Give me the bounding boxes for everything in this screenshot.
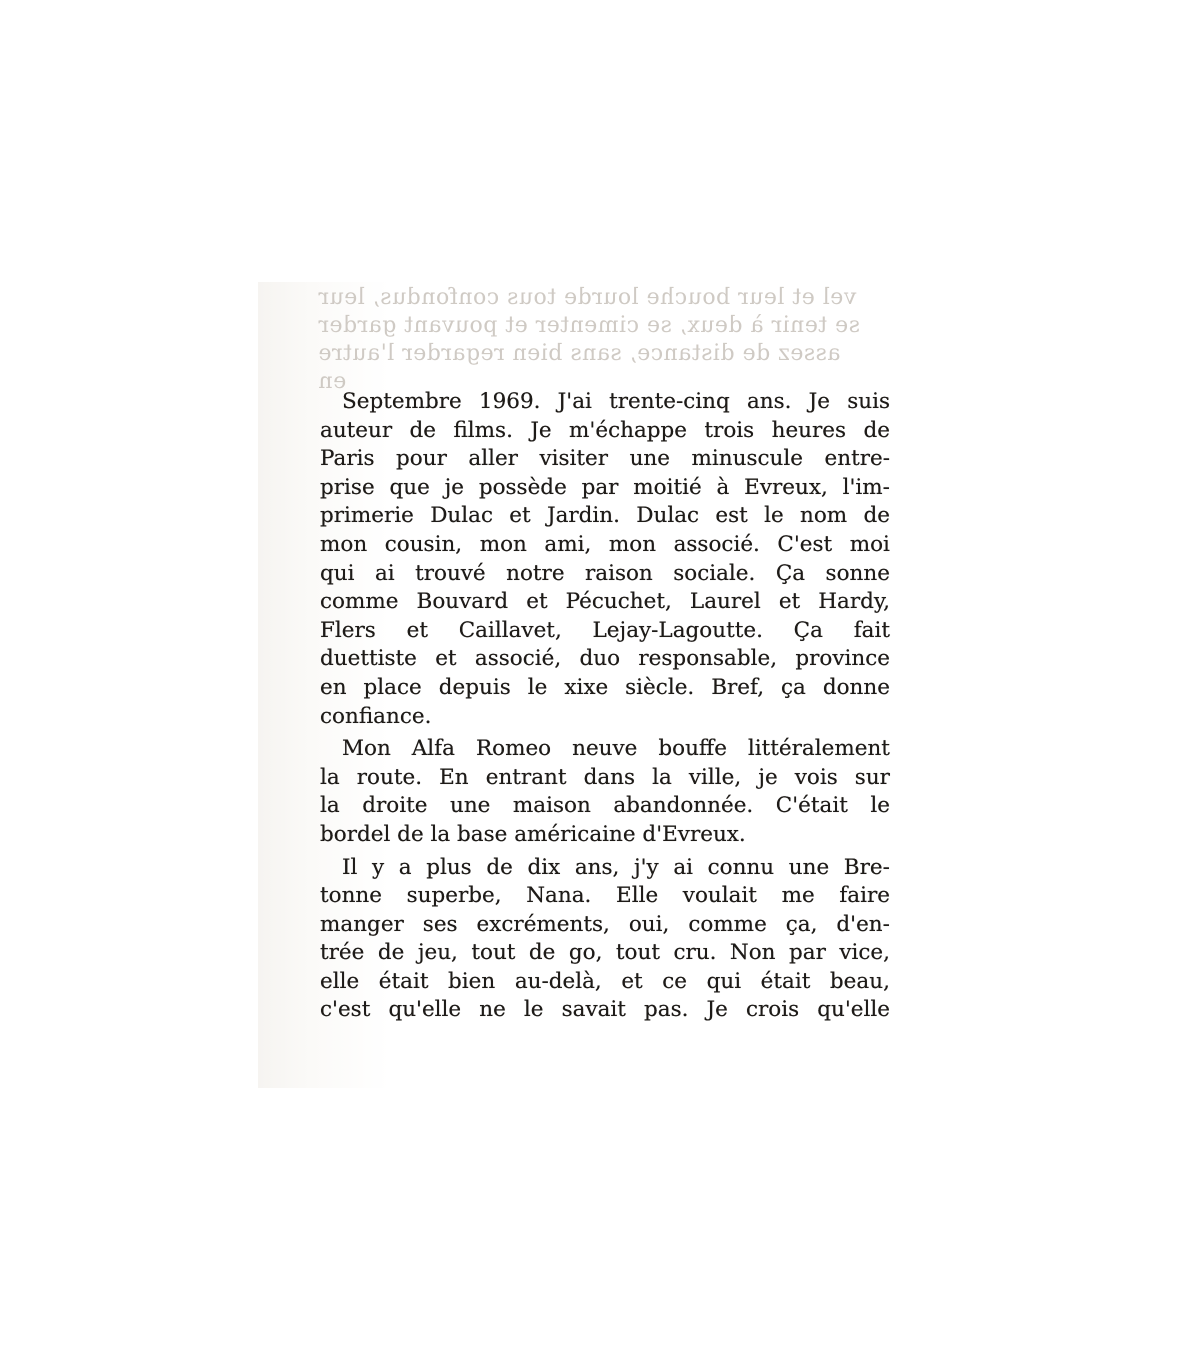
- text-line: auteur de films. Je m'échappe trois heures de: [320, 417, 890, 443]
- text-line: Flers et Caillavet, Lejay-Lagoutte. Ça fait: [320, 617, 890, 643]
- text-line: bordel de la base américaine d'Evreux.: [320, 821, 746, 847]
- text-line: Il y a plus de dix ans, j'y ai connu une Bre-: [342, 854, 890, 880]
- paragraph: [320, 735, 890, 849]
- paragraph: [320, 388, 890, 731]
- body-text: [320, 388, 890, 1025]
- text-line: qui ai trouvé notre raison sociale. Ça sonne: [320, 560, 890, 586]
- text-line: en place depuis le xixe siècle. Bref, ça donne: [320, 674, 890, 700]
- text-line: mon cousin, mon ami, mon associé. C'est moi: [320, 531, 890, 557]
- text-line: elle était bien au-delà, et ce qui était beau,: [320, 968, 890, 994]
- text-line: Paris pour aller visiter une minuscule entre-: [320, 446, 890, 472]
- text-line: duettiste et associé, duo responsable, province: [320, 646, 890, 672]
- paragraph: [320, 854, 890, 1026]
- text-line: prise que je possède par moitié à Evreux, l'im-: [320, 474, 890, 500]
- text-line: trée de jeu, tout de go, tout cru. Non par vice,: [320, 940, 890, 966]
- text-line: Mon Alfa Romeo neuve bouffe littéralement: [342, 736, 890, 762]
- bleed-through-text: [318, 284, 890, 396]
- text-line: confiance.: [320, 703, 432, 729]
- text-line: c'est qu'elle ne le savait pas. Je crois qu'elle: [320, 997, 890, 1023]
- text-line: la droite une maison abandonnée. C'était le: [320, 793, 890, 819]
- text-line: tonne superbe, Nana. Elle voulait me faire: [320, 883, 890, 909]
- bleed-line: assez de distance, sans bien regarder l'autre: [318, 341, 841, 366]
- text-line: manger ses excréments, oui, comme ça, d'en-: [320, 911, 890, 937]
- bleed-line: vel et leur bouche lourde tous confondus, leur: [318, 285, 857, 310]
- bleed-line: en: [318, 369, 347, 394]
- text-line: la route. En entrant dans la ville, je vois sur: [320, 764, 890, 790]
- text-line: comme Bouvard et Pécuchet, Laurel et Hardy,: [320, 589, 890, 615]
- text-line: primerie Dulac et Jardin. Dulac est le nom de: [320, 503, 890, 529]
- bleed-line: se tenir à deux, se cimenter et pouvant garder: [318, 313, 860, 338]
- text-line: Septembre 1969. J'ai trente-cinq ans. Je suis: [342, 389, 890, 414]
